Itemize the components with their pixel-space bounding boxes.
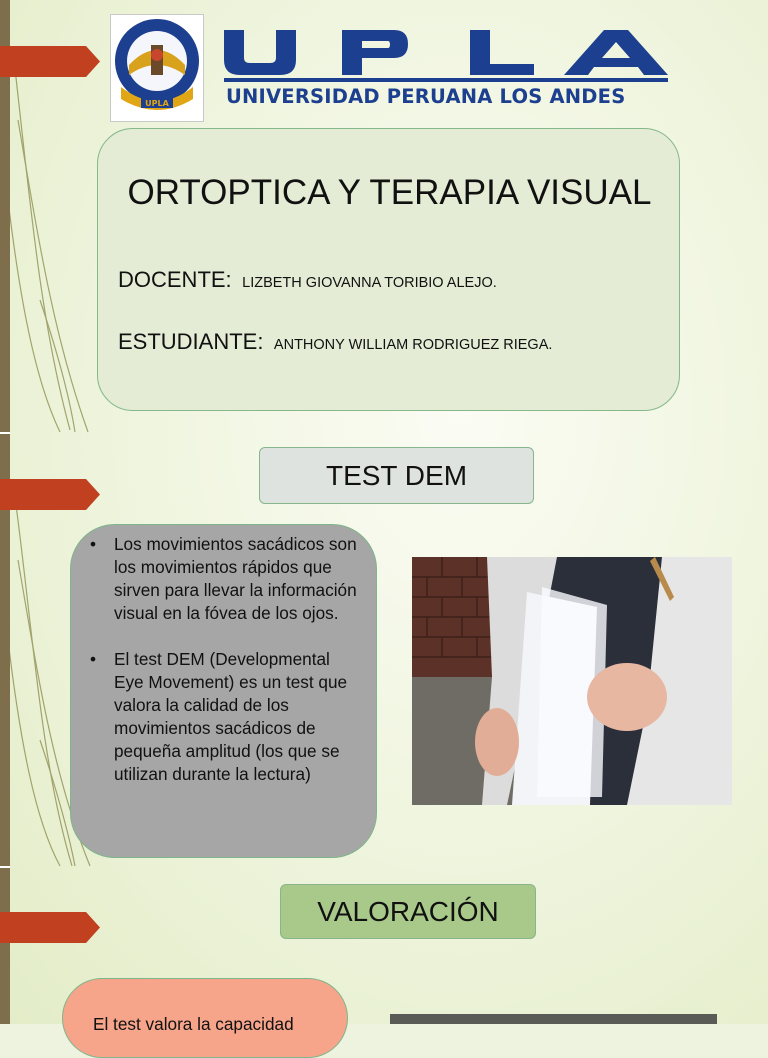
arrow-tab-icon [0,479,100,510]
slide-divider [0,432,10,434]
decorative-grass [0,0,110,1024]
university-seal-logo [110,14,204,122]
student-row [118,329,552,355]
valoracion-heading: VALORACIÓN [280,884,536,939]
student-name: ANTHONY WILLIAM RODRIGUEZ RIEGA. [273,337,553,353]
svg-text:UPLA: UPLA [145,99,169,108]
title-card [97,128,680,411]
teacher-row [118,267,497,293]
teacher-label: DOCENTE: [118,267,232,292]
test-dem-photo [412,557,732,805]
teacher-name: LIZBETH GIOVANNA TORIBIO ALEJO. [242,275,497,291]
bullet-item: • El test DEM (Developmental Eye Movement) es un test que valora la calidad de los movimientos sacádicos de pequeña amplitud (los que se utilizan durante la lectura) [87,648,362,786]
valoracion-photo [390,1014,717,1024]
dem-bullet-list [87,533,362,786]
valoracion-box [62,978,348,1058]
student-label: ESTUDIANTE: [118,329,264,354]
upla-letters-logo [224,30,668,75]
arrow-tab-icon [0,912,100,943]
left-edge-bar [0,0,10,1024]
dem-description-box [70,524,377,858]
upla-wordmark [224,30,668,110]
university-name: UNIVERSIDAD PERUANA LOS ANDES [226,85,626,108]
bullet-item: • Los movimientos sacádicos son los movimientos rápidos que sirven para llevar la información visual en la fóvea de los ojos. [87,533,362,625]
arrow-tab-icon [0,46,100,77]
valoracion-text: El test valora la capacidad [93,1014,294,1034]
test-dem-heading: TEST DEM [259,447,534,504]
wordmark-underline [224,78,668,82]
course-title: ORTOPTICA Y TERAPIA VISUAL [127,173,652,212]
slide-divider [0,866,10,868]
